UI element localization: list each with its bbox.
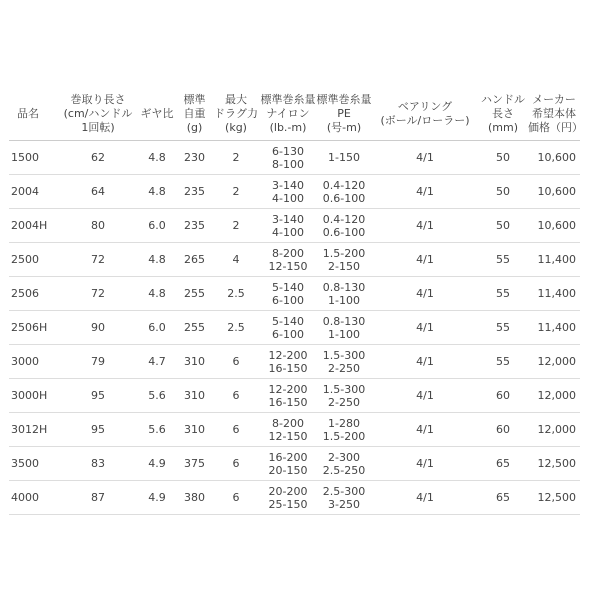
cell-handle: 55 [478,311,528,345]
cell-nylon-line-2: 25-150 [268,497,308,511]
cell-handle: 50 [478,209,528,243]
cell-price: 12,000 [528,345,580,379]
cell-pe [316,311,372,345]
cell-weight: 310 [177,379,212,413]
cell-price: 12,000 [528,413,580,447]
cell-nylon-line-2: 12-150 [268,259,308,273]
header-handle: ハンドル 長さ (mm) [478,88,528,141]
cell-bearing: 4/1 [372,413,478,447]
cell-pe-line-2: 1-100 [328,327,360,341]
cell-drag: 6 [212,413,260,447]
cell-retrieve: 90 [59,311,137,345]
cell-handle: 65 [478,481,528,515]
cell-gear-ratio: 4.7 [137,345,177,379]
cell-model: 2506 [9,277,59,311]
cell-pe-line-1: 1.5-200 [322,246,366,260]
cell-weight: 255 [177,277,212,311]
cell-price: 11,400 [528,277,580,311]
cell-gear-ratio: 4.8 [137,243,177,277]
cell-pe-line-1: 0.4-120 [322,212,366,226]
cell-nylon-line-2: 16-150 [268,395,308,409]
cell-retrieve: 87 [59,481,137,515]
cell-weight: 375 [177,447,212,481]
cell-model: 2500 [9,243,59,277]
cell-pe [316,481,372,515]
cell-model: 1500 [9,141,59,175]
cell-bearing: 4/1 [372,175,478,209]
cell-pe-line-2: 1-100 [328,293,360,307]
cell-model: 3500 [9,447,59,481]
table-body [9,141,580,515]
cell-gear-ratio: 4.9 [137,447,177,481]
cell-pe [316,413,372,447]
cell-gear-ratio: 6.0 [137,209,177,243]
cell-nylon-line-2: 4-100 [272,225,304,239]
cell-model: 4000 [9,481,59,515]
cell-nylon-line-1: 3-140 [272,178,304,192]
cell-drag: 6 [212,345,260,379]
cell-nylon [260,481,316,515]
cell-pe-line-2: 2.5-250 [322,463,366,477]
cell-retrieve: 95 [59,379,137,413]
cell-gear-ratio: 4.9 [137,481,177,515]
cell-weight: 310 [177,413,212,447]
table-row [9,311,580,345]
cell-bearing: 4/1 [372,345,478,379]
cell-nylon-line-2: 12-150 [268,429,308,443]
cell-price: 12,000 [528,379,580,413]
cell-pe-line-2: 1.5-200 [322,429,366,443]
cell-nylon-line-1: 8-200 [272,246,304,260]
cell-drag: 2 [212,175,260,209]
cell-drag: 6 [212,481,260,515]
cell-price: 12,500 [528,447,580,481]
cell-weight: 230 [177,141,212,175]
table-row [9,447,580,481]
cell-nylon-line-1: 6-130 [272,144,304,158]
cell-drag: 2.5 [212,311,260,345]
cell-handle: 55 [478,277,528,311]
cell-handle: 55 [478,345,528,379]
cell-retrieve: 95 [59,413,137,447]
cell-weight: 310 [177,345,212,379]
cell-handle: 65 [478,447,528,481]
cell-handle: 60 [478,379,528,413]
cell-drag: 2 [212,141,260,175]
cell-gear-ratio: 5.6 [137,413,177,447]
cell-pe-line-1: 0.8-130 [322,314,366,328]
cell-gear-ratio: 4.8 [137,141,177,175]
cell-pe-line-2: 0.6-100 [322,191,366,205]
cell-pe-line-1: 1-280 [328,416,360,430]
cell-pe [316,379,372,413]
cell-pe [316,447,372,481]
cell-model: 2506H [9,311,59,345]
header-model: 品名 [9,88,59,141]
cell-gear-ratio: 4.8 [137,175,177,209]
cell-handle: 50 [478,141,528,175]
cell-handle: 60 [478,413,528,447]
cell-retrieve: 79 [59,345,137,379]
table-row [9,175,580,209]
header-price: メーカー 希望本体 価格（円） [528,88,580,141]
cell-nylon [260,277,316,311]
cell-weight: 235 [177,175,212,209]
table-row [9,277,580,311]
cell-bearing: 4/1 [372,447,478,481]
cell-price: 10,600 [528,209,580,243]
cell-nylon [260,311,316,345]
cell-gear-ratio: 5.6 [137,379,177,413]
cell-weight: 235 [177,209,212,243]
cell-pe [316,345,372,379]
cell-retrieve: 64 [59,175,137,209]
cell-nylon-line-1: 8-200 [272,416,304,430]
table-row [9,243,580,277]
cell-model: 2004H [9,209,59,243]
table-row [9,481,580,515]
cell-gear-ratio: 4.8 [137,277,177,311]
cell-pe-line-2: 0.6-100 [322,225,366,239]
cell-drag: 4 [212,243,260,277]
cell-pe [316,277,372,311]
cell-retrieve: 62 [59,141,137,175]
cell-retrieve: 72 [59,277,137,311]
spec-table [9,88,583,515]
cell-weight: 380 [177,481,212,515]
cell-price: 11,400 [528,243,580,277]
cell-bearing: 4/1 [372,481,478,515]
cell-nylon-line-2: 20-150 [268,463,308,477]
header-gear-ratio: ギヤ比 [137,88,177,141]
table-row [9,345,580,379]
table-row [9,413,580,447]
cell-retrieve: 80 [59,209,137,243]
cell-weight: 265 [177,243,212,277]
cell-pe-line-1: 1-150 [328,151,360,164]
cell-nylon-line-1: 3-140 [272,212,304,226]
cell-bearing: 4/1 [372,311,478,345]
cell-pe [316,175,372,209]
cell-price: 12,500 [528,481,580,515]
cell-nylon-line-2: 4-100 [272,191,304,205]
cell-nylon [260,243,316,277]
cell-bearing: 4/1 [372,277,478,311]
table-row [9,141,580,175]
header-nylon: 標準巻糸量 ナイロン (lb.-m) [260,88,316,141]
header-weight: 標準 自重 (g) [177,88,212,141]
cell-bearing: 4/1 [372,141,478,175]
cell-nylon-line-2: 6-100 [272,293,304,307]
cell-pe-line-1: 0.8-130 [322,280,366,294]
cell-nylon-line-1: 12-200 [268,348,308,362]
cell-nylon [260,209,316,243]
cell-price: 10,600 [528,141,580,175]
cell-nylon-line-2: 8-100 [272,157,304,171]
cell-model: 3000H [9,379,59,413]
cell-pe-line-1: 1.5-300 [322,382,366,396]
header-row [9,88,580,141]
cell-nylon [260,447,316,481]
spec-table-container [9,88,583,515]
cell-nylon [260,379,316,413]
cell-model: 3012H [9,413,59,447]
cell-pe [316,243,372,277]
cell-bearing: 4/1 [372,243,478,277]
cell-bearing: 4/1 [372,209,478,243]
cell-nylon-line-1: 20-200 [268,484,308,498]
cell-gear-ratio: 6.0 [137,311,177,345]
table-row [9,379,580,413]
cell-handle: 50 [478,175,528,209]
cell-price: 11,400 [528,311,580,345]
cell-drag: 6 [212,447,260,481]
cell-pe-line-2: 2-250 [328,395,360,409]
cell-nylon [260,141,316,175]
header-drag: 最大 ドラグ力 (kg) [212,88,260,141]
cell-nylon-line-2: 16-150 [268,361,308,375]
cell-model: 3000 [9,345,59,379]
cell-pe-line-2: 3-250 [328,497,360,511]
cell-nylon-line-1: 12-200 [268,382,308,396]
cell-nylon [260,345,316,379]
cell-pe-line-1: 0.4-120 [322,178,366,192]
cell-model: 2004 [9,175,59,209]
cell-nylon [260,175,316,209]
cell-handle: 55 [478,243,528,277]
cell-bearing: 4/1 [372,379,478,413]
header-bearing: ベアリング (ボール/ローラー) [372,88,478,141]
cell-pe [316,209,372,243]
table-row [9,209,580,243]
cell-nylon-line-1: 5-140 [272,314,304,328]
cell-pe-line-1: 1.5-300 [322,348,366,362]
cell-drag: 2.5 [212,277,260,311]
header-retrieve: 巻取り長さ (cm/ハンドル 1回転) [59,88,137,141]
cell-retrieve: 83 [59,447,137,481]
cell-pe-line-2: 2-150 [328,259,360,273]
cell-nylon-line-2: 6-100 [272,327,304,341]
cell-drag: 2 [212,209,260,243]
cell-nylon-line-1: 5-140 [272,280,304,294]
cell-pe-line-1: 2-300 [328,450,360,464]
cell-nylon-line-1: 16-200 [268,450,308,464]
cell-drag: 6 [212,379,260,413]
cell-weight: 255 [177,311,212,345]
cell-pe [316,141,372,175]
header-pe: 標準巻糸量 PE (号-m) [316,88,372,141]
cell-nylon [260,413,316,447]
cell-pe-line-1: 2.5-300 [322,484,366,498]
cell-price: 10,600 [528,175,580,209]
cell-pe-line-2: 2-250 [328,361,360,375]
cell-retrieve: 72 [59,243,137,277]
